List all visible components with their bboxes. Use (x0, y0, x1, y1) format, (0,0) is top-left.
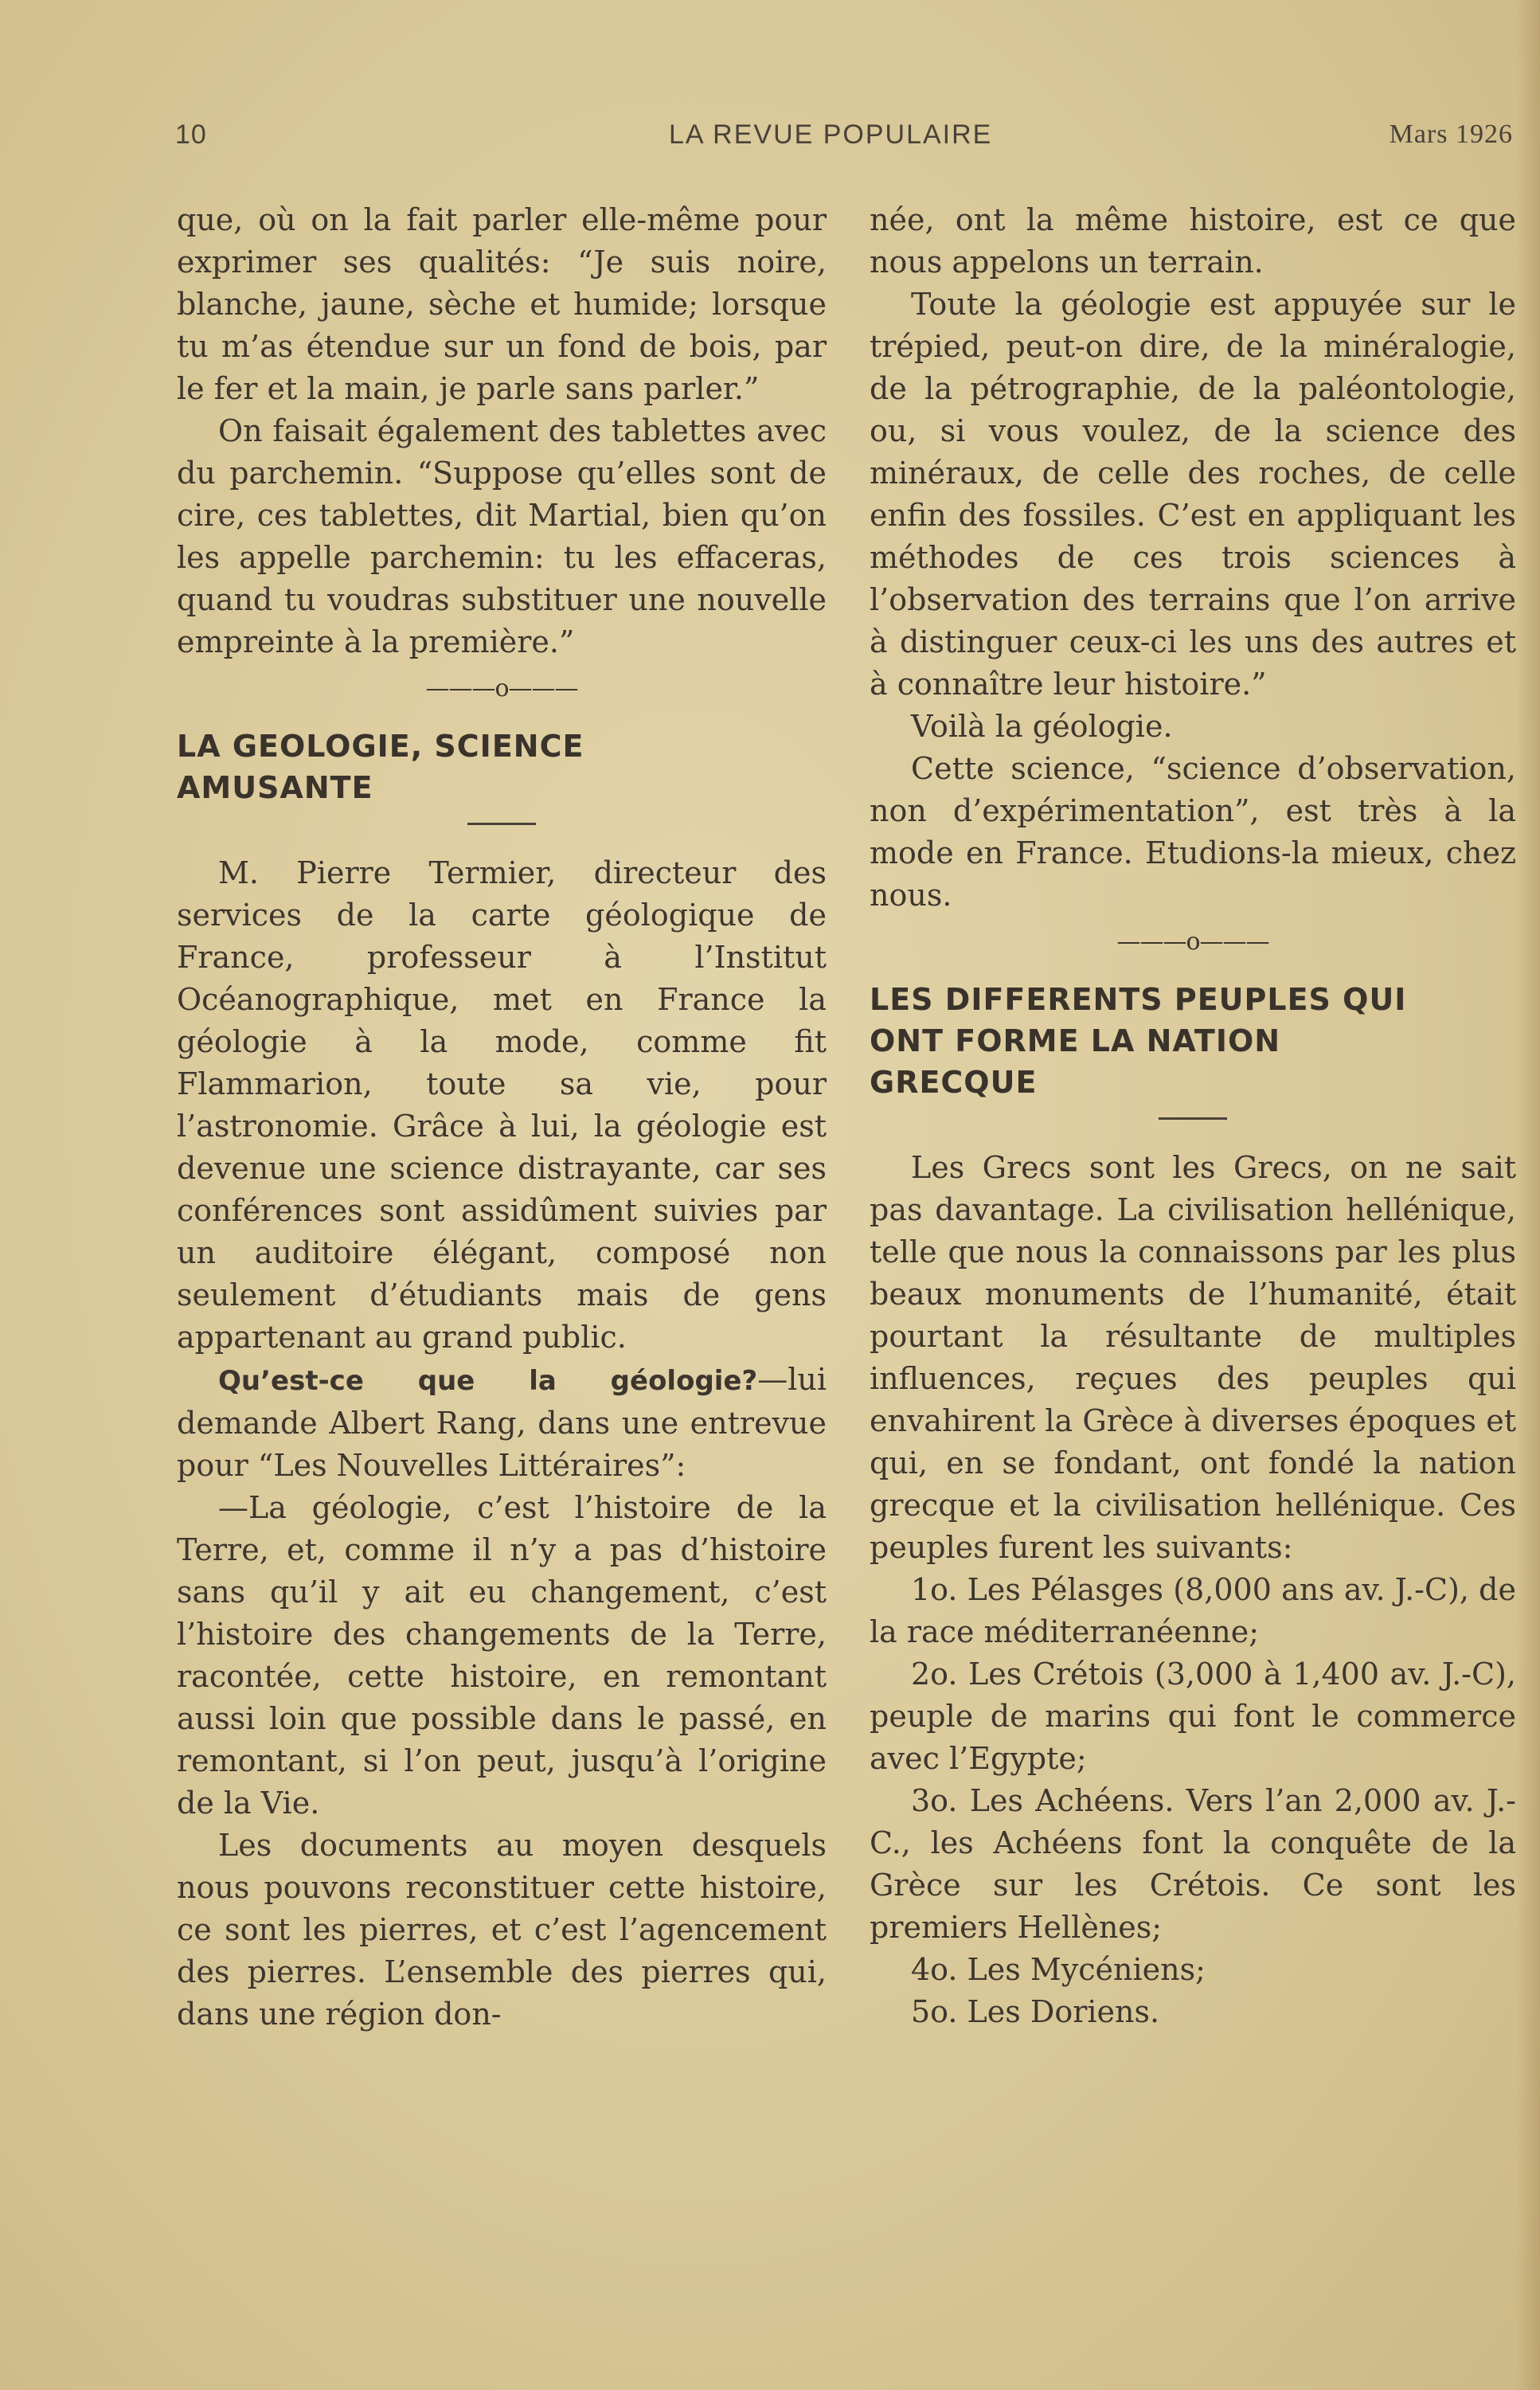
paragraph: Les documents au moyen desquels nous pouvons reconstituer cette histoire, ce sont les pierres, et c’est l’agencement des pierres. L’ensemble des pierres qui, dans une région don- (177, 1828, 827, 2032)
left-column (177, 199, 827, 2036)
article-headline: GRECQUE (870, 1065, 1038, 1100)
running-header (175, 119, 1513, 159)
article-headline: LA GEOLOGIE, SCIENCE (177, 729, 584, 764)
page-number: 10 (175, 119, 207, 150)
paragraph: Toute la géologie est appuyée sur le trépied, peut-on dire, de la minéralogie, de la pétrographie, de la paléontologie, ou, si vous voulez, de la science des minéraux, de celle des roches, de celle enfin des fossiles. C’est en appliquant les méthodes de ces trois sciences à l’observation des terrains que l’on arrive à distinguer ceux-ci les uns des autres et à connaître leur histoire.” (870, 287, 1516, 702)
paragraph: M. Pierre Termier, directeur des services de la carte géologique de France, professeur à l’Institut Océanographique, met en France la géologie à la mode, comme fit Flammarion, toute sa vie, pour l’astronomie. Grâce à lui, la géologie est devenue une science distrayante, car ses conférences sont assidûment suivies par un auditoire élégant, composé non seulement d’étudiants mais de gens appartenant au grand public. (177, 855, 827, 1355)
question-lead: Qu’est-ce que la géologie? (218, 1365, 758, 1397)
page-edge-shadow (1516, 0, 1540, 2390)
section-separator: ———o——— (1116, 928, 1269, 956)
list-item: 4o. Les Mycéniens; (911, 1952, 1206, 1987)
list-item: 2o. Les Crétois (3,000 à 1,400 av. J.-C), peuple de marins qui font le commerce avec l’Egypte; (870, 1657, 1516, 1776)
article-headline: ONT FORME LA NATION (870, 1023, 1281, 1058)
article-headline: LES DIFFERENTS PEUPLES QUI (870, 982, 1407, 1017)
right-column (870, 199, 1516, 2033)
paragraph: que, où on la fait parler elle-même pour exprimer ses qualités: “Je suis noire, blanche, jaune, sèche et humide; lorsque tu m’as étendue sur un fond de bois, par le fer et la main, je parle sans parler.” (177, 202, 827, 406)
headline-rule (1159, 1117, 1227, 1120)
list-item: 5o. Les Doriens. (911, 1994, 1160, 2029)
issue-date: Mars 1926 (1389, 119, 1513, 149)
publication-title: LA REVUE POPULAIRE (669, 119, 993, 150)
list-item: 1o. Les Pélasges (8,000 ans av. J.-C), de la race méditerranéenne; (870, 1572, 1516, 1649)
paragraph: Voilà la géologie. (911, 709, 1173, 744)
headline-rule (467, 823, 536, 825)
section-separator: ———o——— (425, 675, 578, 702)
paragraph: Cette science, “science d’observation, non d’expérimentation”, est très à la mode en France. Etudions-la mieux, chez nous. (870, 751, 1516, 913)
article-headline: AMUSANTE (177, 770, 373, 805)
paragraph: On faisait également des tablettes avec du parchemin. “Suppose qu’elles sont de cire, ces tablettes, dit Martial, bien qu’on les appelle parchemin: tu les effaceras, quand tu voudras substituer une nouvelle empreinte à la première.” (177, 413, 827, 659)
paragraph (177, 1359, 827, 1487)
paragraph: née, ont la même histoire, est ce que nous appelons un terrain. (870, 202, 1516, 280)
question-rest: —lui demande Albert Rang, dans une entrevue pour “Les Nouvelles Littéraires”: (177, 1362, 827, 1483)
list-item: 3o. Les Achéens. Vers l’an 2,000 av. J.-C., les Achéens font la conquête de la Grèce sur les Crétois. Ce sont les premiers Hellènes; (870, 1783, 1516, 1945)
paragraph: —La géologie, c’est l’histoire de la Terre, et, comme il n’y a pas d’histoire sans qu’il y ait eu changement, c’est l’histoire des changements de la Terre, racontée, cette histoire, en remontant aussi loin que possible dans le passé, en remontant, si l’on peut, jusqu’à l’origine de la Vie. (177, 1490, 827, 1821)
paragraph: Les Grecs sont les Grecs, on ne sait pas davantage. La civilisation hellénique, telle que nous la connaissons par les plus beaux monuments de l’humanité, était pourtant la résultante de multiples influences, reçues des peuples qui envahirent la Grèce à diverses époques et qui, en se fondant, ont fondé la nation grecque et la civilisation hellénique. Ces peuples furent les suivants: (870, 1150, 1516, 1565)
